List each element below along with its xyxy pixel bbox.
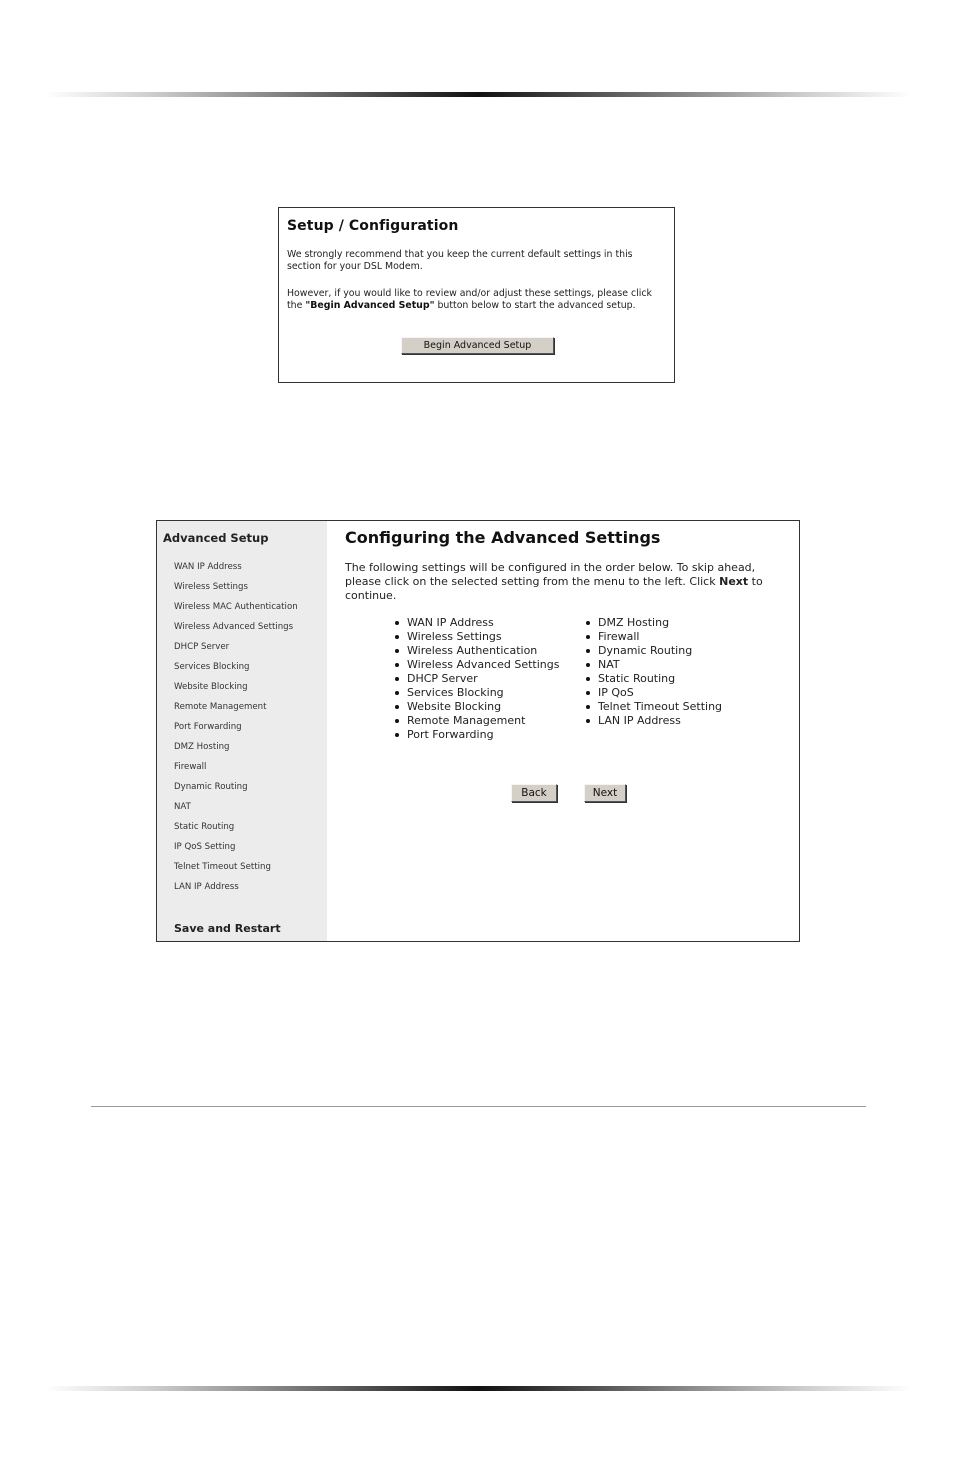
list-item: Wireless Settings [395, 630, 559, 644]
sidebar-item-ip-qos-setting[interactable]: IP QoS Setting [174, 842, 236, 852]
setup-instruction-bold: "Begin Advanced Setup" [305, 300, 435, 311]
list-item: Telnet Timeout Setting [586, 700, 722, 714]
sidebar-item-dmz-hosting[interactable]: DMZ Hosting [174, 742, 230, 752]
sidebar-item-dhcp-server[interactable]: DHCP Server [174, 642, 230, 652]
save-and-restart-link[interactable]: Save and Restart [174, 922, 281, 935]
settings-list-right [586, 616, 722, 728]
sidebar-item-remote-management[interactable]: Remote Management [174, 702, 267, 712]
list-item: Static Routing [586, 672, 722, 686]
list-item: LAN IP Address [586, 714, 722, 728]
list-item: WAN IP Address [395, 616, 559, 630]
list-item: Website Blocking [395, 700, 559, 714]
list-item: DMZ Hosting [586, 616, 722, 630]
sidebar-item-dynamic-routing[interactable]: Dynamic Routing [174, 782, 248, 792]
advanced-settings-panel [156, 520, 800, 942]
setup-title: Setup / Configuration [287, 218, 459, 234]
sidebar-item-services-blocking[interactable]: Services Blocking [174, 662, 250, 672]
sidebar-item-firewall[interactable]: Firewall [174, 762, 207, 772]
setup-instruction-end: button below to start the advanced setup. [434, 300, 636, 311]
sidebar-item-wireless-settings[interactable]: Wireless Settings [174, 582, 248, 592]
list-item: IP QoS [586, 686, 722, 700]
sidebar-item-telnet-timeout-setting[interactable]: Telnet Timeout Setting [174, 862, 271, 872]
setup-configuration-panel [278, 207, 675, 383]
bottom-rule [45, 1386, 911, 1391]
intro-end: to continue. [345, 575, 763, 602]
advanced-sidebar [157, 521, 327, 941]
list-item: DHCP Server [395, 672, 559, 686]
list-item: Wireless Advanced Settings [395, 658, 559, 672]
setup-instruction-text [287, 288, 662, 312]
settings-list-left [395, 616, 559, 742]
sidebar-item-lan-ip-address[interactable]: LAN IP Address [174, 882, 239, 892]
list-item: Firewall [586, 630, 722, 644]
advanced-page-title: Configuring the Advanced Settings [345, 528, 661, 547]
sidebar-menu [174, 561, 298, 901]
next-button[interactable]: Next [584, 784, 626, 802]
setup-recommendation-text: We strongly recommend that you keep the current default settings in this section for your DSL Modem. [287, 249, 633, 272]
top-rule [45, 92, 911, 97]
sidebar-item-static-routing[interactable]: Static Routing [174, 822, 235, 832]
intro-next-word: Next [719, 575, 749, 588]
sidebar-item-wireless-mac-authentication[interactable]: Wireless MAC Authentication [174, 602, 298, 612]
setup-instruction-start: However, if you would like to review and/or adjust these settings, please click the [287, 288, 652, 311]
back-button[interactable]: Back [511, 784, 557, 802]
advanced-intro-text [345, 561, 791, 603]
list-item: Remote Management [395, 714, 559, 728]
list-item: NAT [586, 658, 722, 672]
sidebar-item-port-forwarding[interactable]: Port Forwarding [174, 722, 242, 732]
begin-advanced-setup-button[interactable]: Begin Advanced Setup [401, 337, 554, 354]
section-divider [91, 1106, 866, 1107]
sidebar-item-wan-ip-address[interactable]: WAN IP Address [174, 562, 242, 572]
list-item: Dynamic Routing [586, 644, 722, 658]
sidebar-item-nat[interactable]: NAT [174, 802, 191, 812]
sidebar-title: Advanced Setup [163, 531, 269, 545]
sidebar-item-wireless-advanced-settings[interactable]: Wireless Advanced Settings [174, 622, 294, 632]
list-item: Services Blocking [395, 686, 559, 700]
list-item: Wireless Authentication [395, 644, 559, 658]
sidebar-item-website-blocking[interactable]: Website Blocking [174, 682, 248, 692]
intro-start: The following settings will be configured in the order below. To skip ahead, please click on the selected setting from the menu to the left. Click [345, 561, 756, 588]
list-item: Port Forwarding [395, 728, 559, 742]
